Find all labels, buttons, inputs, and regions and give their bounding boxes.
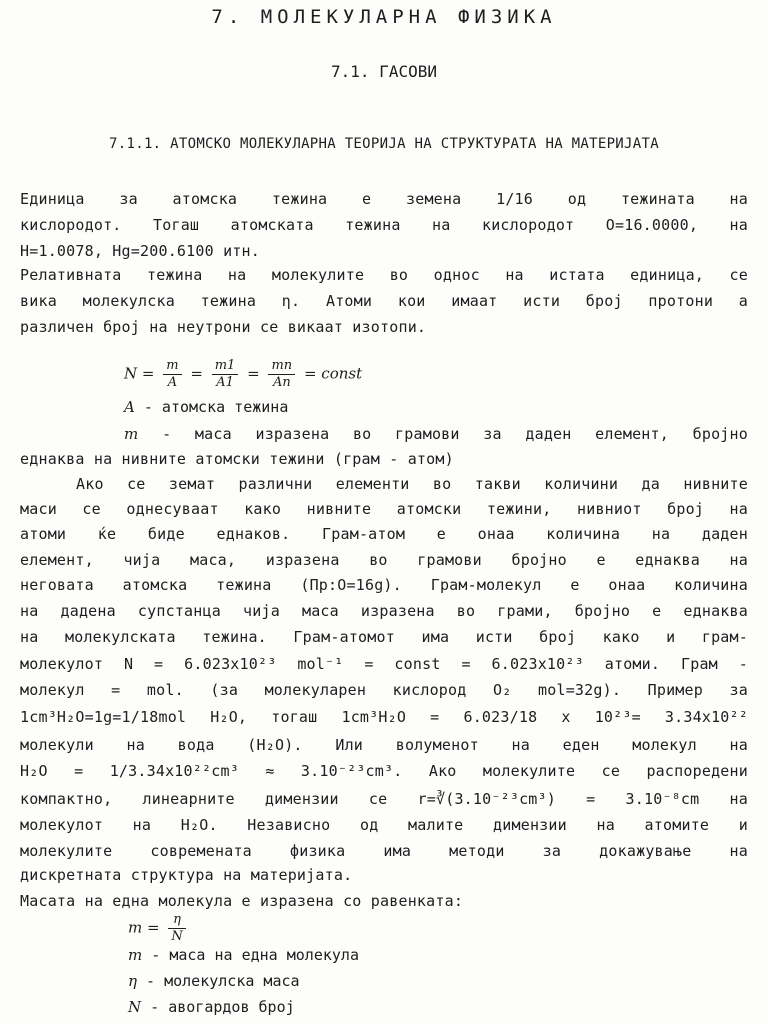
paragraph-line: различен број на неутрони се викаат изотопи. bbox=[20, 318, 427, 336]
paragraph-line: вика молекулска тежина η. Атоми кои имаат исти број протони а bbox=[20, 292, 748, 310]
fraction-m-over-a bbox=[163, 358, 181, 391]
chapter-title: 7. МОЛЕКУЛАРНА ФИЗИКА bbox=[211, 6, 557, 28]
fraction-eta-over-n bbox=[168, 912, 185, 945]
paragraph-line: Релативната тежина на молекулите во однос на истата единица, се bbox=[20, 266, 748, 284]
paragraph-line: компактно, линеарните димензии се r=∛(3.10⁻²³cm³) = 3.10⁻⁸cm на bbox=[20, 790, 748, 808]
paragraph-line: еднаква на нивните атомски тежини (грам - атом) bbox=[20, 450, 454, 468]
paragraph-line: атоми ќе биде еднаков. Грам-атом е онаа количина на даден bbox=[20, 525, 748, 543]
fraction-numerator: m bbox=[163, 358, 181, 375]
paragraph-line: неговата атомска тежина (Пр:О=16g). Грам-молекул е онаа количина bbox=[20, 576, 748, 594]
legend-symbol: m bbox=[124, 425, 139, 443]
paragraph-line: молекулите современата физика има методи за докажување на bbox=[20, 842, 748, 860]
legend-text: - авогардов број bbox=[141, 998, 295, 1016]
paragraph-line: H=1.0078, Hg=200.6100 итн. bbox=[20, 242, 260, 260]
legend-symbol: A bbox=[124, 398, 135, 416]
formula-lhs: N = bbox=[124, 364, 155, 383]
paragraph-line: на дадена супстанца чија маса изразена во грами, бројно е еднаква bbox=[20, 602, 748, 620]
fraction-numerator: m1 bbox=[212, 358, 239, 375]
paragraph-line: кислородот. Тогаш атомската тежина на кислородот О=16.0000, на bbox=[20, 216, 748, 234]
paragraph-line: Ако се земат различни елементи во такви количини да нивните bbox=[76, 475, 748, 493]
formula-atomic-ratio bbox=[124, 358, 362, 391]
fraction-numerator: η bbox=[168, 912, 185, 929]
section-title: 7.1. ГАСОВИ bbox=[331, 62, 437, 81]
legend-item bbox=[124, 398, 288, 416]
paragraph-line: елемент, чија маса, изразена во грамови бројно е еднаква на bbox=[20, 551, 748, 569]
legend-item bbox=[128, 972, 300, 990]
formula-rhs: = const bbox=[303, 364, 363, 383]
fraction-denominator: A bbox=[167, 375, 178, 390]
legend-symbol: N bbox=[128, 998, 142, 1016]
fraction-denominator: N bbox=[171, 929, 183, 944]
fraction-m1-over-a1 bbox=[212, 358, 239, 391]
paragraph-line: дискретната структура на материјата. bbox=[20, 866, 353, 884]
paragraph-line: H₂O = 1/3.34x10²²cm³ ≈ 3.10⁻²³cm³. Ако молекулите се распоредени bbox=[20, 762, 748, 780]
legend-text: - молекулска маса bbox=[137, 972, 300, 990]
fraction-denominator: A1 bbox=[216, 375, 234, 390]
fraction-numerator: mn bbox=[268, 358, 295, 375]
fraction-mn-over-an bbox=[268, 358, 295, 391]
legend-item bbox=[128, 946, 359, 964]
formula-lhs: m = bbox=[128, 918, 160, 937]
equals-sign: = bbox=[247, 364, 260, 383]
legend-symbol: m bbox=[128, 946, 143, 964]
equals-sign: = bbox=[190, 364, 203, 383]
paragraph-line: 1cm³H₂O=1g=1/18mol H₂O, тогаш 1cm³H₂O = 6.023/18 x 10²³= 3.34x10²² bbox=[20, 708, 748, 726]
paragraph-line: молекул = mol. (за молекуларен кислород O₂ mol=32g). Пример за bbox=[20, 681, 748, 699]
paragraph-line: молекули на вода (H₂O). Или волуменот на еден молекул на bbox=[20, 736, 748, 754]
legend-text: - маса изразена во грамови за даден елемент, бројно bbox=[138, 425, 748, 443]
paragraph-line: молекулот на H₂O. Независно од малите димензии на атомите и bbox=[20, 816, 748, 834]
fraction-denominator: An bbox=[272, 375, 291, 390]
legend-symbol: η bbox=[128, 972, 137, 990]
legend-text: - атомска тежина bbox=[134, 398, 289, 416]
paragraph-line: молекулот N = 6.023x10²³ mol⁻¹ = const = 6.023x10²³ атоми. Грам - bbox=[20, 655, 748, 673]
paragraph-line: Единица за атомска тежина е земена 1/16 од тежината на bbox=[20, 190, 748, 208]
legend-text: - маса на една молекула bbox=[142, 946, 359, 964]
paragraph-line: маси се однесуваат како нивните атомски тежини, нивниот број на bbox=[20, 500, 748, 518]
paragraph-line: Масата на една молекула е изразена со равенката: bbox=[20, 892, 464, 910]
legend-item bbox=[128, 998, 295, 1016]
formula-molecule-mass bbox=[128, 912, 190, 945]
subsection-title: 7.1.1. АТОМСКО МОЛЕКУЛАРНА ТЕОРИЈА НА СТРУКТУРАТА НА МАТЕРИЈАТА bbox=[109, 136, 659, 152]
paragraph-line: на молекулската тежина. Грам-атомот има исти број како и грам- bbox=[20, 628, 748, 646]
legend-item bbox=[124, 425, 748, 443]
